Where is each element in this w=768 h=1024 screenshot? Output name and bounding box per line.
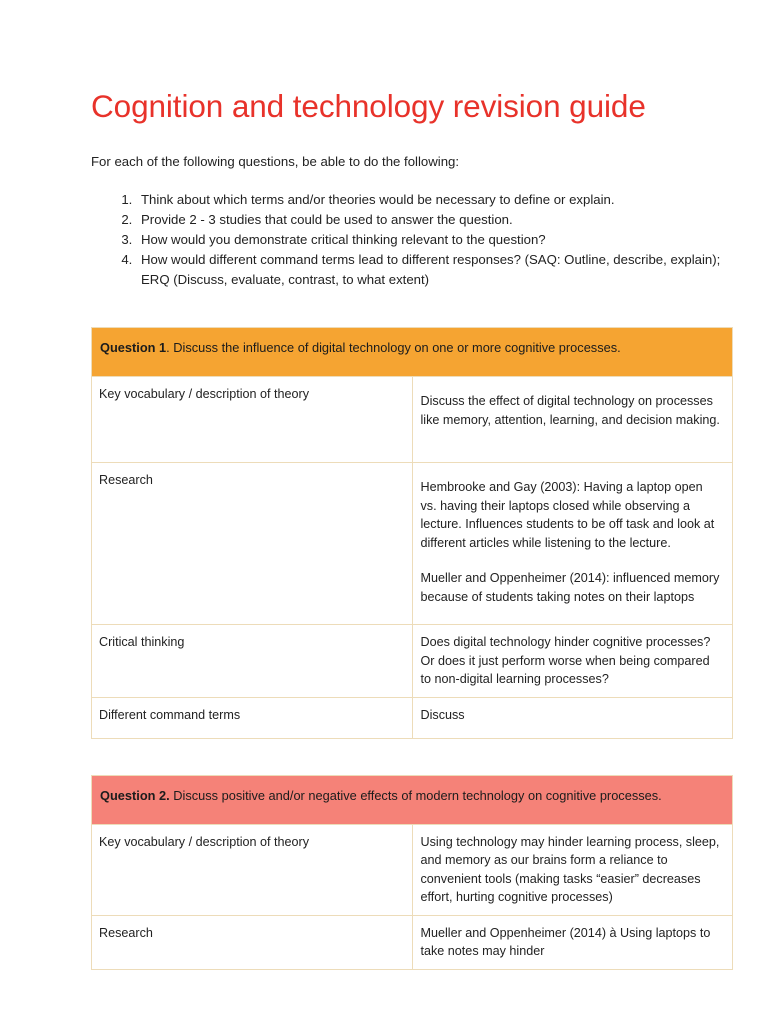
table-row <box>92 377 733 463</box>
question-1-table <box>91 327 733 738</box>
row-paragraph: Discuss <box>420 707 465 722</box>
table-row <box>92 328 733 377</box>
row-body <box>412 463 733 625</box>
question-2-prompt: Discuss positive and/or negative effects of modern technology on cognitive processes. <box>169 787 662 803</box>
row-body <box>412 377 733 463</box>
table-row <box>92 775 733 824</box>
row-body <box>412 697 733 738</box>
row-body <box>412 824 733 915</box>
row-label: Critical thinking <box>92 625 413 698</box>
question-2-header <box>92 775 733 824</box>
document-content <box>91 0 736 970</box>
row-paragraph: Mueller and Oppenheimer (2014) à Using laptops to take notes may hinder <box>420 925 711 959</box>
table-row <box>92 697 733 738</box>
row-paragraph: Discuss the effect of digital technology on processes like memory, attention, learning, and decision making. <box>420 394 720 427</box>
question-1-label: Question 1 <box>100 340 167 356</box>
row-body <box>412 915 733 969</box>
list-item: 3. How would you demonstrate critical thinking relevant to the question? <box>136 230 736 250</box>
instruction-list <box>91 171 736 289</box>
table-row <box>92 463 733 625</box>
question-2-table <box>91 775 733 970</box>
row-label: Research <box>92 915 413 969</box>
row-label: Research <box>92 463 413 625</box>
table-row <box>92 625 733 698</box>
row-paragraph: Does digital technology hinder cognitive processes? Or does it just perform worse when being compared to non-digital learning processes? <box>420 635 711 687</box>
table-row <box>92 824 733 915</box>
row-label: Key vocabulary / description of theory <box>92 377 413 463</box>
intro-paragraph: For each of the following questions, be able to do the following: <box>91 154 460 170</box>
table-row <box>92 915 733 969</box>
list-item: 2. Provide 2 - 3 studies that could be used to answer the question. <box>136 210 736 230</box>
list-item: 1. Think about which terms and/or theories would be necessary to define or explain. <box>136 190 736 210</box>
row-label: Key vocabulary / description of theory <box>92 824 413 915</box>
question-2-label: Question 2. <box>100 787 170 803</box>
list-item: 4. How would different command terms lead to different responses? (SAQ: Outline, describe, explain); ERQ (Discuss, evaluate, contrast, to what extent) <box>136 250 736 289</box>
question-1-header <box>92 328 733 377</box>
row-label: Different command terms <box>92 697 413 738</box>
row-body <box>412 625 733 698</box>
row-paragraph: Using technology may hinder learning process, sleep, and memory as our brains form a reliance to convenient tools (making tasks “easier” decreases effort, hurting cognitive processes) <box>420 834 720 905</box>
row-paragraph: Mueller and Oppenheimer (2014): influenced memory because of students taking notes on their laptops <box>420 571 720 604</box>
page-title: Cognition and technology revision guide <box>91 88 646 124</box>
row-paragraph: Hembrooke and Gay (2003): Having a laptop open vs. having their laptops closed while observing a lecture. Influences students to be off task and look at different articles while listening to the lecture. <box>420 480 715 550</box>
question-1-prompt: . Discuss the influence of digital technology on one or more cognitive processes. <box>166 340 621 356</box>
